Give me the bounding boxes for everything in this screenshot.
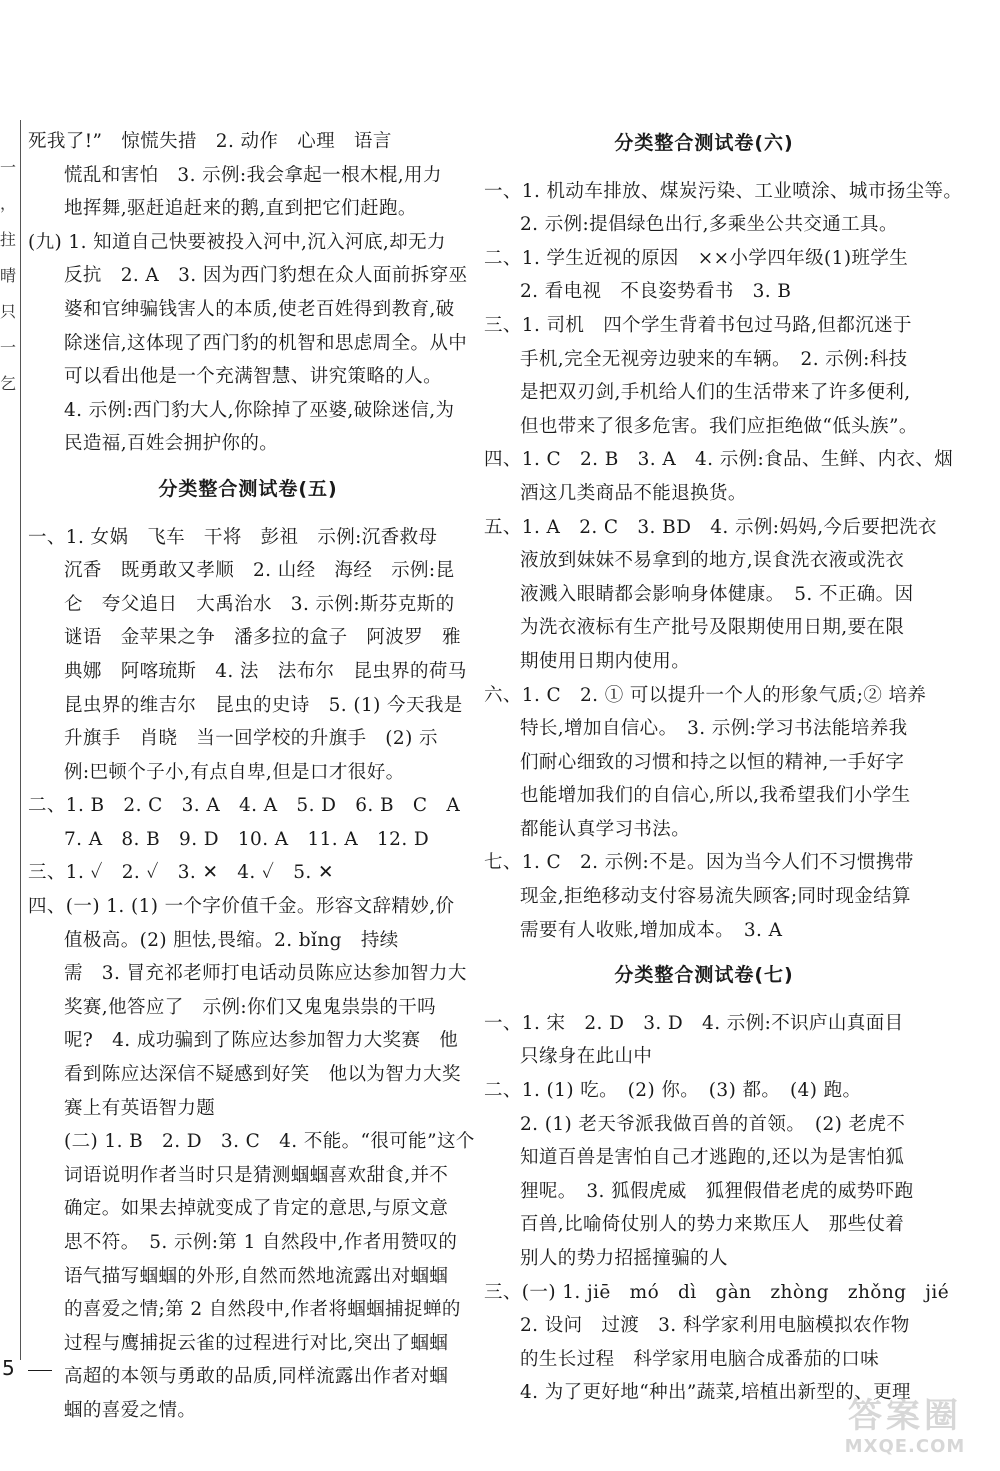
text-line: 看到陈应达深信不疑感到好笑 他以为智力大奖 [64,1064,461,1086]
text-line: 特长,增加自信心。 3. 示例:学习书法能培养我 [520,718,908,740]
text-line: 高超的本领与勇敢的品质,同样流露出作者对蝈 [64,1366,449,1388]
text-line: 反抗 2. A 3. 因为西门豹想在众人面前拆穿巫 [64,265,468,287]
text-line: 为洗衣液标有生产批号及限期使用日期,要在限 [520,617,905,639]
text-line: 一、1. 机动车排放、煤炭污染、工业喷涂、城市扬尘等。 [484,180,963,202]
text-line: (九) 1. 知道自己快要被投入河中,沉入河底,却无力 [28,231,446,253]
section-heading: 分类整合测试卷(七) [614,964,794,987]
text-line: 赛上有英语智力题 [64,1097,216,1119]
text-line: 百兽,比喻倚仗别人的势力来欺压人 那些仗着 [520,1214,905,1236]
text-line: 需要有人收账,增加成本。 3. A [520,919,783,941]
text-line: 思不符。 5. 示例:第 1 自然段中,作者用赞叹的 [64,1232,458,1253]
text-line: 除迷信,这体现了西门豹的机智和思虑周全。从中 [64,332,468,354]
text-line: 典娜 阿喀琉斯 4. 法 法布尔 昆虫界的荷马 [64,660,467,682]
text-line: 三、1. ✓ 2. ✓ 3. ✕ 4. ✓ 5. ✕ [28,862,334,884]
text-line: 值极高。(2) 胆怯,畏缩。2. bǐng 持续 [64,929,399,951]
text-line: 酒这几类商品不能退换货。 [520,482,747,504]
text-line: 液溅入眼睛都会影响身体健康。 5. 不正确。因 [520,583,914,605]
text-line: 一、1. 女娲 飞车 干将 彭祖 示例:沉香救母 [28,526,438,548]
right-column [484,125,963,1410]
text-line: 现金,拒绝移动支付容易流失顾客;同时现金结算 [520,886,911,908]
text-line: 三、1. 司机 四个学生背着书包过马路,但都沉迷于 [484,314,912,336]
text-line: 昆虫界的维吉尔 昆虫的史诗 5. (1) 今天我是 [64,694,463,716]
footer-rule [28,1370,52,1371]
text-line: 二、1. (1) 吃。 (2) 你。 (3) 都。 (4) 跑。 [484,1080,862,1102]
text-line: 四、1. C 2. B 3. A 4. 示例:食品、生鲜、内衣、烟 [484,449,954,471]
text-line: 只缘身在此山中 [520,1046,653,1068]
text-line: 知道百兽是害怕自己才逃跑的,还以为是害怕狐 [520,1147,905,1169]
text-line: 需 3. 冒充祁老师打电话动员陈应达参加智力大 [64,963,467,985]
text-line: 的喜爱之情;第 2 自然段中,作者将蝈蝈捕捉蝉的 [64,1299,461,1321]
left-column [28,125,475,1428]
text-line: 可以看出他是一个充满智慧、讲究策略的人。 [64,366,443,388]
text-line: 婆和官绅骗钱害人的本质,使老百姓得到教育,破 [64,298,455,320]
text-line: 确定。如果去掉就变成了肯定的意思,与原文意 [64,1198,449,1220]
text-line: 慌乱和害怕 3. 示例:我会拿起一根木棍,用力 [64,164,442,186]
text-line: 升旗手 肖晓 当一回学校的升旗手 (2) 示 [64,728,438,750]
margin-rule [20,120,21,1360]
text-line: 2. 示例:提倡绿色出行,多乘坐公共交通工具。 [520,214,898,236]
text-line: 呢? 4. 成功骗到了陈应达参加智力大奖赛 他 [64,1030,459,1052]
text-line: 七、1. C 2. 示例:不是。因为当今人们不习惯携带 [484,852,914,874]
text-line: 的生长过程 科学家用电脑合成番茄的口味 [520,1348,880,1370]
text-line: (二) 1. B 2. D 3. C 4. 不能。“很可能”这个 [64,1131,475,1153]
text-line: 液放到妹妹不易拿到的地方,误食洗衣液或洗衣 [520,550,905,572]
text-line: 过程与鹰捕捉云雀的过程进行对比,突出了蝈蝈 [64,1332,449,1354]
text-line: 2. 设问 过渡 3. 科学家利用电脑模拟农作物 [520,1315,910,1337]
text-line: 四、(一) 1. (1) 一个字价值千金。形容文辞精妙,价 [28,896,455,918]
section-heading: 分类整合测试卷(五) [158,477,338,500]
text-line: 沉香 既勇敢又孝顺 2. 山经 海经 示例:昆 [64,560,455,582]
text-line: 期使用日期内使用。 [520,650,691,672]
page-number: 5 [2,1356,15,1380]
watermark-url: MXQE.COM [844,1436,966,1457]
text-line: 词语说明作者当时只是猜测蝈蝈喜欢甜食,并不 [64,1164,449,1186]
text-line: 蝈的喜爱之情。 [64,1399,197,1421]
text-line: 手机,完全无视旁边驶来的车辆。 2. 示例:科技 [520,348,908,370]
text-line: 例:巴顿个子小,有点自卑,但是口才很好。 [64,761,405,783]
watermark-logo [820,1388,990,1468]
text-line: 语气描写蝈蝈的外形,自然而然地流露出对蝈蝈 [64,1265,449,1287]
text-line: 们耐心细致的习惯和持之以恒的精神,一手好字 [520,751,905,773]
text-line: 4. 示例:西门豹大人,你除掉了巫婆,破除迷信,为 [64,399,455,421]
text-line: 六、1. C 2. ① 可以提升一个人的形象气质;② 培养 [484,684,927,706]
text-line: 都能认真学习书法。 [520,818,691,840]
text-line: 地挥舞,驱赶追赶来的鹅,直到把它们赶跑。 [64,198,417,220]
text-line: 2. (1) 老天爷派我做百兽的首领。 (2) 老虎不 [520,1113,906,1135]
text-line: 7. A 8. B 9. D 10. A 11. A 12. D [64,828,430,850]
section-heading: 分类整合测试卷(六) [614,132,794,154]
text-line: 二、1. B 2. C 3. A 4. A 5. D 6. B C A [28,795,461,817]
text-line: 也能增加我们的自信心,所以,我希望我们小学生 [520,785,911,807]
text-line: 狸呢。 3. 狐假虎威 狐狸假借老虎的威势吓跑 [520,1180,914,1202]
text-line: 2. 看电视 不良姿势看书 3. B [520,281,792,303]
text-line: 谜语 金苹果之争 潘多拉的盒子 阿波罗 雅 [64,627,461,649]
text-line: 但也带来了很多危害。我们应拒绝做“低头族”。 [520,415,918,437]
text-line: 仑 夸父追日 大禹治水 3. 示例:斯芬克斯的 [64,593,455,615]
text-line: 一、1. 宋 2. D 3. D 4. 示例:不识庐山真面目 [484,1012,904,1034]
text-line: 三、(一) 1. jiē mó dì gàn zhòng zhǒng jié [484,1281,950,1303]
text-line: 民造福,百姓会拥护你的。 [64,433,279,455]
text-line: 别人的势力招摇撞骗的人 [520,1248,728,1269]
text-line: 二、1. 学生近视的原因 ××小学四年级(1)班学生 [484,247,909,269]
text-line: 五、1. A 2. C 3. BD 4. 示例:妈妈,今后要把洗衣 [484,516,937,538]
text-line: 是把双刃剑,手机给人们的生活带来了许多便利, [520,382,911,404]
watermark-text: 答案圈 [848,1396,962,1436]
text-line: 死我了!” 惊慌失措 2. 动作 心理 语言 [28,131,392,152]
binding-margin-text: 一 ， 拄 晴 只 一 乞 [0,158,17,393]
text-line: 4. 为了更好地“种出”蔬菜,培植出新型的、更理 [520,1382,911,1404]
text-line: 奖赛,他答应了 示例:你们又鬼鬼祟祟的干吗 [64,996,437,1018]
